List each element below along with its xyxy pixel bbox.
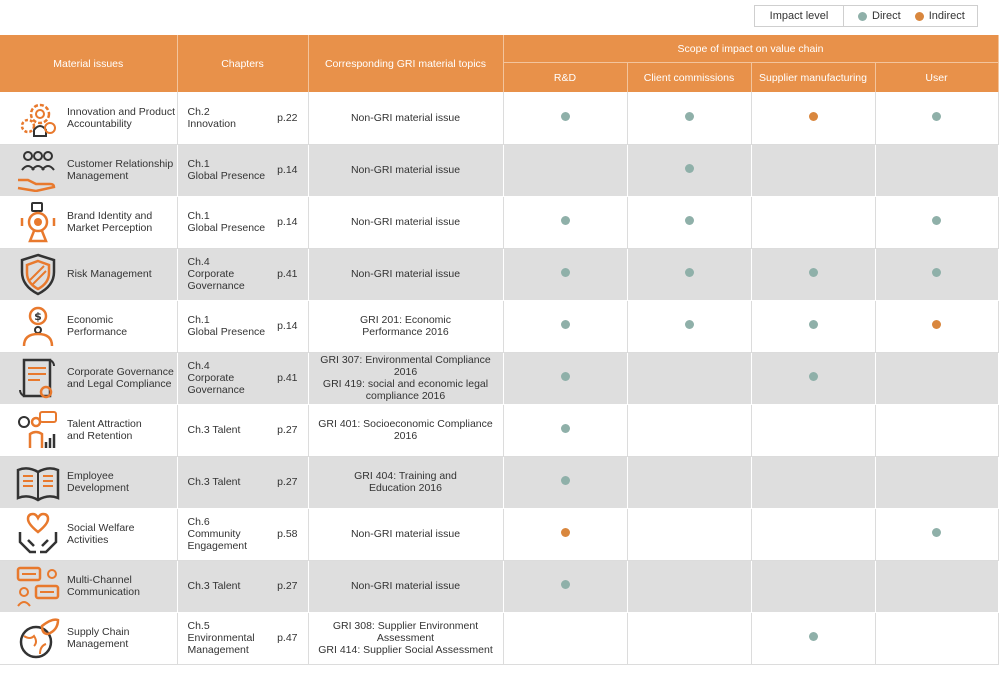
direct-impact-dot <box>561 476 570 485</box>
indirect-dot-icon <box>915 12 924 21</box>
issue-line: and Retention <box>67 430 133 442</box>
impact-cell-client <box>627 612 751 664</box>
impact-cell-user <box>875 196 998 248</box>
chapter-page: p.58 <box>277 528 298 540</box>
impact-cell-supplier <box>751 508 875 560</box>
chapter-line: Environmental <box>187 632 255 644</box>
legend-indirect <box>915 10 965 22</box>
table-row <box>0 248 998 300</box>
gri-cell <box>308 612 503 664</box>
direct-impact-dot <box>561 580 570 589</box>
issue-name <box>67 158 173 182</box>
chapter-cell <box>177 404 308 456</box>
issue-cell <box>0 92 177 144</box>
impact-cell-supplier <box>751 612 875 664</box>
direct-impact-dot <box>561 112 570 121</box>
impact-cell-supplier <box>751 352 875 404</box>
gri-line: Education 2016 <box>369 482 442 494</box>
impact-cell-user <box>875 560 998 612</box>
issue-cell <box>0 612 177 664</box>
scroll-certificate-icon <box>14 356 62 400</box>
header-chapters: Chapters <box>177 35 308 92</box>
chapter-page: p.14 <box>277 320 298 332</box>
impact-cell-supplier <box>751 456 875 508</box>
gears-lightbulb-icon <box>14 96 62 140</box>
impact-cell-rd <box>503 352 627 404</box>
gri-line: GRI 401: Socioeconomic Compliance <box>318 418 493 430</box>
chapter-name <box>188 516 248 552</box>
header-material-issues: Material issues <box>0 35 177 92</box>
indirect-impact-dot <box>809 112 818 121</box>
impact-cell-client <box>627 144 751 196</box>
direct-impact-dot <box>685 216 694 225</box>
gri-line: Non-GRI material issue <box>350 268 461 280</box>
indirect-impact-dot <box>561 528 570 537</box>
issue-line: Performance <box>67 326 128 338</box>
direct-impact-dot <box>561 372 570 381</box>
legend-indirect-label: Indirect <box>928 10 965 22</box>
impact-cell-user <box>875 404 998 456</box>
direct-impact-dot <box>685 320 694 329</box>
issue-line: Risk Management <box>67 268 152 280</box>
chapter-name <box>188 424 241 436</box>
issue-line: Development <box>67 482 129 494</box>
direct-impact-dot <box>809 268 818 277</box>
chapter-line: Community <box>187 528 241 540</box>
direct-impact-dot <box>809 320 818 329</box>
issue-name <box>67 626 129 650</box>
direct-impact-dot <box>932 528 941 537</box>
direct-impact-dot <box>561 216 570 225</box>
impact-cell-supplier <box>751 92 875 144</box>
chapter-name <box>188 620 255 656</box>
issue-cell <box>0 508 177 560</box>
globe-leaf-icon <box>14 616 62 660</box>
table-row <box>0 404 998 456</box>
chapter-line: Ch.5 <box>187 620 210 632</box>
header-rd: R&D <box>503 63 627 93</box>
gri-cell <box>308 300 503 352</box>
impact-cell-supplier <box>751 404 875 456</box>
direct-dot-icon <box>858 12 867 21</box>
issue-line: Corporate Governance <box>67 366 174 378</box>
direct-impact-dot <box>561 320 570 329</box>
impact-cell-user <box>875 248 998 300</box>
gri-line: GRI 308: Supplier Environment <box>332 620 479 632</box>
chapter-line: Corporate <box>187 268 235 280</box>
chapter-name <box>188 256 245 292</box>
table-row <box>0 300 998 352</box>
table-row <box>0 508 998 560</box>
issue-name <box>67 210 152 234</box>
chapter-name <box>188 210 266 234</box>
chapter-line: Ch.1 <box>187 158 210 170</box>
direct-impact-dot <box>685 112 694 121</box>
chapter-line: Corporate <box>187 372 235 384</box>
gri-line: Performance 2016 <box>362 326 449 338</box>
chapter-line: Ch.3 Talent <box>187 424 241 436</box>
impact-cell-supplier <box>751 144 875 196</box>
table-row <box>0 612 998 664</box>
impact-cell-client <box>627 352 751 404</box>
table-row <box>0 560 998 612</box>
chapter-cell <box>177 144 308 196</box>
impact-cell-user <box>875 456 998 508</box>
chapter-cell <box>177 196 308 248</box>
header-scope: Scope of impact on value chain <box>503 35 998 63</box>
issue-line: Supply Chain <box>67 626 130 638</box>
header-user: User <box>875 63 998 93</box>
gri-line: Non-GRI material issue <box>350 528 461 540</box>
chapter-line: Global Presence <box>187 326 266 338</box>
gri-cell <box>308 560 503 612</box>
header-supplier: Supplier manufacturing <box>751 63 875 93</box>
chapter-page: p.47 <box>277 632 298 644</box>
impact-cell-supplier <box>751 300 875 352</box>
gri-cell <box>308 144 503 196</box>
gri-line: GRI 404: Training and <box>354 470 457 482</box>
impact-cell-rd <box>503 456 627 508</box>
gri-line: GRI 414: Supplier Social Assessment <box>318 644 493 656</box>
issue-line: Innovation and Product <box>67 105 175 118</box>
chapter-line: Innovation <box>187 117 236 130</box>
chapter-page: p.27 <box>277 424 298 436</box>
chapter-name <box>188 106 236 130</box>
impact-cell-client <box>627 456 751 508</box>
issue-name <box>67 268 152 280</box>
legend-direct <box>858 10 901 22</box>
chapter-line: Ch.4 <box>187 256 210 268</box>
impact-cell-rd <box>503 508 627 560</box>
gri-line: Non-GRI material issue <box>350 216 461 228</box>
impact-cell-rd <box>503 144 627 196</box>
impact-legend <box>754 5 978 27</box>
direct-impact-dot <box>809 632 818 641</box>
chapter-page: p.41 <box>277 268 298 280</box>
issue-line: Activities <box>67 534 109 546</box>
chapter-line: Global Presence <box>187 170 266 182</box>
impact-cell-client <box>627 404 751 456</box>
chapter-line: Ch.3 Talent <box>187 580 241 592</box>
impact-cell-client <box>627 508 751 560</box>
open-book-icon <box>14 460 62 504</box>
impact-cell-supplier <box>751 560 875 612</box>
chapter-cell <box>177 612 308 664</box>
impact-cell-rd <box>503 196 627 248</box>
chapter-line: Ch.1 <box>187 314 210 326</box>
issue-line: Market Perception <box>67 222 153 234</box>
gri-line: GRI 419: social and economic legal <box>322 378 489 390</box>
issue-cell <box>0 144 177 196</box>
indirect-impact-dot <box>932 320 941 329</box>
chapter-page: p.14 <box>277 164 298 176</box>
chapter-page: p.27 <box>277 476 298 488</box>
chapter-page: p.22 <box>277 111 298 124</box>
chapter-cell <box>177 352 308 404</box>
gri-cell <box>308 404 503 456</box>
direct-impact-dot <box>561 424 570 433</box>
issue-line: Brand Identity and <box>67 210 153 222</box>
chapter-cell <box>177 560 308 612</box>
impact-cell-user <box>875 352 998 404</box>
issue-name <box>67 522 135 546</box>
chapter-cell <box>177 248 308 300</box>
direct-impact-dot <box>685 164 694 173</box>
gri-cell <box>308 508 503 560</box>
chapter-line: Governance <box>187 280 245 292</box>
chapter-name <box>188 360 245 396</box>
issue-line: Social Welfare <box>67 522 135 534</box>
gri-cell <box>308 92 503 144</box>
material-issues-table <box>0 35 999 665</box>
gri-cell <box>308 352 503 404</box>
chapter-name <box>188 476 241 488</box>
issue-cell <box>0 300 177 352</box>
impact-cell-user <box>875 92 998 144</box>
table-row <box>0 92 998 144</box>
issue-line: Management <box>67 638 129 650</box>
header-gri: Corresponding GRI material topics <box>308 35 503 92</box>
table-row <box>0 144 998 196</box>
gri-line: Assessment <box>376 632 435 644</box>
chapter-line: Engagement <box>187 540 248 552</box>
impact-cell-rd <box>503 248 627 300</box>
impact-cell-rd <box>503 404 627 456</box>
svg-text:$: $ <box>34 310 42 323</box>
gri-line: Non-GRI material issue <box>350 164 461 176</box>
impact-cell-user <box>875 144 998 196</box>
issue-cell <box>0 456 177 508</box>
impact-cell-user <box>875 508 998 560</box>
impact-cell-rd <box>503 92 627 144</box>
chapter-name <box>188 314 266 338</box>
chapter-line: Management <box>187 644 249 656</box>
issue-name <box>67 418 142 442</box>
impact-cell-supplier <box>751 196 875 248</box>
person-dollar-icon <box>14 304 62 348</box>
issue-name <box>67 470 129 494</box>
table-row <box>0 352 998 404</box>
talent-chart-icon <box>14 408 62 452</box>
chapter-cell <box>177 92 308 144</box>
direct-impact-dot <box>685 268 694 277</box>
gri-line: 2016 <box>393 430 418 442</box>
chat-people-icon <box>14 564 62 608</box>
impact-cell-rd <box>503 300 627 352</box>
issue-line: Management <box>67 170 129 182</box>
issue-cell <box>0 560 177 612</box>
issue-cell <box>0 248 177 300</box>
chapter-line: Ch.2 <box>187 105 210 118</box>
impact-cell-user <box>875 612 998 664</box>
chapter-line: Ch.1 <box>187 210 210 222</box>
impact-cell-client <box>627 300 751 352</box>
issue-cell <box>0 404 177 456</box>
direct-impact-dot <box>932 216 941 225</box>
issue-name <box>67 366 174 390</box>
issue-line: Accountability <box>67 117 132 130</box>
table-row <box>0 456 998 508</box>
issue-line: Economic <box>67 314 114 326</box>
legend-direct-label: Direct <box>872 10 901 22</box>
chapter-page: p.41 <box>277 372 298 384</box>
chapter-line: Ch.6 <box>187 516 210 528</box>
chapter-page: p.14 <box>277 216 298 228</box>
gri-line: compliance 2016 <box>365 390 446 402</box>
issue-line: and Legal Compliance <box>67 378 172 390</box>
issue-name <box>67 314 127 338</box>
issue-name <box>67 574 140 598</box>
impact-cell-client <box>627 92 751 144</box>
issue-name <box>67 106 175 130</box>
chapter-page: p.27 <box>277 580 298 592</box>
chapter-line: Ch.4 <box>187 360 210 372</box>
hands-heart-icon <box>14 512 62 556</box>
gri-cell <box>308 248 503 300</box>
impact-cell-client <box>627 560 751 612</box>
impact-cell-client <box>627 196 751 248</box>
issue-cell <box>0 352 177 404</box>
gri-line: Non-GRI material issue <box>350 111 461 124</box>
direct-impact-dot <box>932 112 941 121</box>
chapter-name <box>188 580 241 592</box>
chapter-name <box>188 158 266 182</box>
impact-cell-client <box>627 248 751 300</box>
gri-cell <box>308 456 503 508</box>
megaphone-icon <box>14 200 62 244</box>
chapter-line: Global Presence <box>187 222 266 234</box>
issue-cell <box>0 196 177 248</box>
legend-title: Impact level <box>755 6 844 26</box>
issue-line: Talent Attraction <box>67 418 142 430</box>
gri-cell <box>308 196 503 248</box>
chapter-line: Governance <box>187 384 245 396</box>
people-hand-icon <box>14 148 62 192</box>
impact-cell-supplier <box>751 248 875 300</box>
gri-line: GRI 307: Environmental Compliance 2016 <box>320 354 491 378</box>
issue-line: Customer Relationship <box>67 158 174 170</box>
issue-line: Multi-Channel <box>67 574 132 586</box>
issue-line: Employee <box>67 470 114 482</box>
gri-line: Non-GRI material issue <box>350 580 461 592</box>
chapter-cell <box>177 456 308 508</box>
impact-cell-rd <box>503 560 627 612</box>
direct-impact-dot <box>809 372 818 381</box>
chapter-cell <box>177 508 308 560</box>
issue-line: Communication <box>67 586 140 598</box>
direct-impact-dot <box>561 268 570 277</box>
chapter-line: Ch.3 Talent <box>187 476 241 488</box>
direct-impact-dot <box>932 268 941 277</box>
shield-icon <box>14 252 62 296</box>
gri-line: GRI 201: Economic <box>359 314 452 326</box>
table-row <box>0 196 998 248</box>
impact-cell-rd <box>503 612 627 664</box>
chapter-cell <box>177 300 308 352</box>
header-client: Client commissions <box>627 63 751 93</box>
impact-cell-user <box>875 300 998 352</box>
